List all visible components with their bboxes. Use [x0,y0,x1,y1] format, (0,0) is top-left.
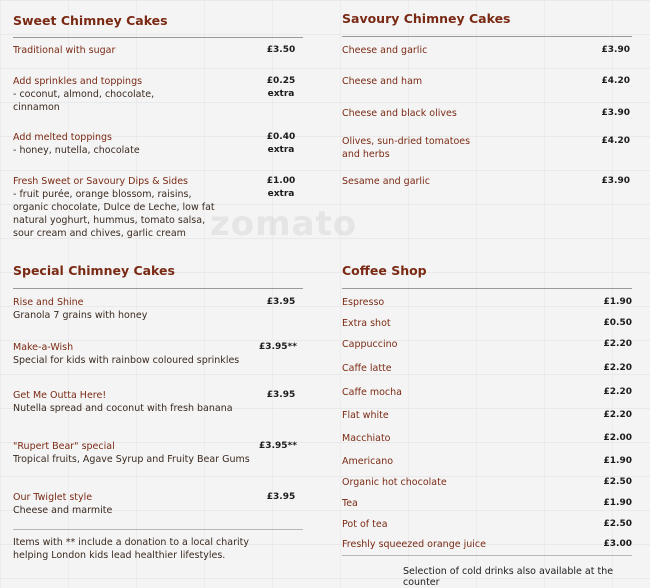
divider [13,37,303,38]
item-name: Extra shot [342,318,391,329]
item-extra: extra [267,145,295,155]
coffee-item [342,518,632,531]
item-price: £0.40 [266,132,296,142]
item-price-block [259,296,303,309]
item-description: Tropical fruits, Agave Syrup and Fruity Bear Gums [13,454,250,465]
item-extra: extra [267,89,295,99]
item-price-block [259,491,303,504]
coffee-item [342,386,632,399]
divider [342,288,632,289]
item-price: £3.00 [603,539,632,549]
menu-item [13,491,303,517]
item-name: Tea [342,498,358,509]
item-price: £1.90 [603,498,632,508]
item-description: - honey, nutella, chocolate [13,145,140,156]
item-name: Pot of tea [342,519,388,530]
sweet-heading: Sweet Chimney Cakes [13,13,168,28]
item-price: £1.90 [603,297,632,307]
item-price: £0.50 [603,318,632,328]
coffee-heading: Coffee Shop [342,263,427,278]
item-price: £3.95** [259,342,297,352]
item-name: Rise and Shine [13,297,84,308]
item-price: £4.20 [601,136,630,146]
item-price: £3.95 [266,297,296,307]
coffee-item [342,432,632,445]
item-price: £3.95 [266,492,296,502]
menu-item [342,107,632,120]
item-name: Get Me Outta Here! [13,390,107,401]
coffee-item [342,362,632,375]
item-price: £3.90 [601,176,630,186]
coffee-item [342,409,632,422]
item-price: £2.50 [603,519,632,529]
special-heading: Special Chimney Cakes [13,263,175,278]
savoury-heading: Savoury Chimney Cakes [342,11,511,26]
item-price: £2.50 [603,477,632,487]
menu-item [13,44,303,57]
item-price: £3.90 [601,108,630,118]
savoury-section [342,8,632,37]
item-price: £3.95 [266,390,296,400]
item-price: £3.90 [601,45,630,55]
menu-item [342,175,632,188]
item-price-block [259,131,303,157]
coffee-item [342,455,632,468]
menu-item [13,175,303,240]
coffee-item [342,497,632,510]
item-price-block [259,389,303,402]
item-description: - fruit purée, orange blossom, raisins, organic chocolate, Dulce de Leche, low fat natural yoghurt, hummus, tomato salsa, sour cream and chives, garlic cream [13,189,215,239]
item-name: Cheese and garlic [342,45,428,56]
item-price: £2.20 [603,387,632,397]
item-price: £3.95** [259,441,297,451]
item-name: Cappuccino [342,339,398,350]
item-name: Organic hot chocolate [342,477,447,488]
item-price-block [253,440,303,453]
item-name: Macchiato [342,433,391,444]
coffee-item [342,476,632,489]
divider [13,288,303,289]
item-price: £2.20 [603,339,632,349]
item-price: £0.25 [266,76,296,86]
item-name: Americano [342,456,394,467]
coffee-item [342,296,632,309]
item-name: Olives, sun-dried tomatoes and herbs [342,136,471,160]
coffee-item [342,338,632,351]
menu-item [342,75,632,88]
coffee-item [342,538,632,551]
sweet-section [13,10,303,38]
item-price: £2.20 [603,410,632,420]
item-price-block [259,75,303,101]
item-description: Special for kids with rainbow coloured sprinkles [13,355,240,366]
item-name: Sesame and garlic [342,176,430,187]
item-price: £2.00 [603,433,632,443]
item-price-block [259,44,303,57]
item-name: Cheese and black olives [342,108,457,119]
item-name: Fresh Sweet or Savoury Dips & Sides [13,176,189,187]
coffee-section [342,260,632,289]
item-name: Flat white [342,410,389,421]
item-description: Granola 7 grains with honey [13,310,148,321]
menu-item [13,389,303,415]
divider [13,529,303,530]
menu-item [13,131,303,157]
item-price: £2.20 [603,363,632,373]
menu-item [13,75,303,114]
item-name: "Rupert Bear" special [13,441,115,452]
item-extra: extra [267,189,295,199]
item-name: Add sprinkles and toppings [13,76,143,87]
special-section [13,260,303,289]
item-name: Espresso [342,297,385,308]
menu-item [13,440,303,466]
charity-note: Items with ** include a donation to a local charity helping London kids lead healthier lifestyles. [13,537,249,561]
item-price: £1.00 [266,176,296,186]
divider [342,555,632,556]
item-name: Add melted toppings [13,132,113,143]
item-description: - coconut, almond, chocolate, cinnamon [13,89,155,113]
item-price-block [259,175,303,201]
item-price: £4.20 [601,76,630,86]
footer-note: Selection of cold drinks also available at the counter [403,566,614,588]
watermark: zomato [210,204,358,244]
item-name: Caffe mocha [342,387,402,398]
item-name: Cheese and ham [342,76,423,87]
item-name: Traditional with sugar [13,45,116,56]
menu-item [13,341,303,367]
item-name: Caffe latte [342,363,392,374]
divider [342,36,632,37]
item-price: £3.50 [266,45,296,55]
item-name: Make-a-Wish [13,342,74,353]
item-price: £1.90 [603,456,632,466]
coffee-item [342,317,632,330]
item-description: Nutella spread and coconut with fresh banana [13,403,233,414]
item-price-block [253,341,303,354]
item-name: Our Twiglet style [13,492,93,503]
item-description: Cheese and marmite [13,505,113,516]
menu-item [342,44,632,57]
menu-item [342,135,632,161]
item-name: Freshly squeezed orange juice [342,539,486,550]
menu-item [13,296,303,322]
